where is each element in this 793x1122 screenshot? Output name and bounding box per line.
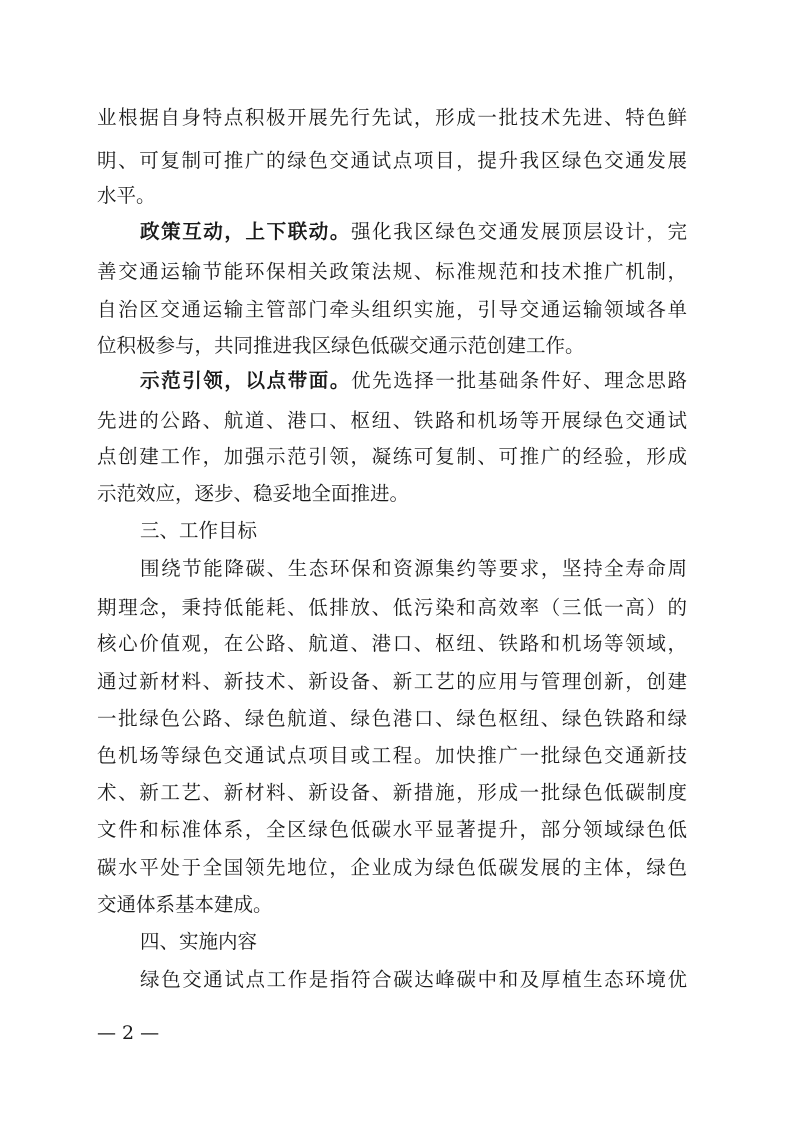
paragraph-line: 色机场等绿色交通试点项目或工程。加快推广一批绿色交通新技: [97, 744, 687, 767]
paragraph-line: 善交通运输节能环保相关政策法规、标准规范和技术推广机制，: [97, 260, 687, 283]
paragraph-first-line: [140, 212, 687, 252]
paragraph-line: 通过新材料、新技术、新设备、新工艺的应用与管理创新，创建: [97, 670, 687, 693]
paragraph-line: 核心价值观，在公路、航道、港口、枢纽、铁路和机场等领域，: [97, 632, 687, 655]
paragraph-line: 碳水平处于全国领先地位，企业成为绿色低碳发展的主体，绿色: [97, 856, 687, 879]
paragraph-line: 自治区交通运输主管部门牵头组织实施，引导交通运输领域各单: [97, 298, 687, 321]
paragraph-lead-bold: 示范引领，以点带面。: [140, 369, 351, 392]
paragraph-first-line: 围绕节能降碳、生态环保和资源集约等要求，坚持全寿命周: [140, 557, 687, 580]
paragraph-line: 明、可复制可推广的绿色交通试点项目，提升我区绿色交通发展: [97, 149, 687, 172]
paragraph-first-line: 绿色交通试点工作是指符合碳达峰碳中和及厚植生态环境优: [140, 968, 687, 991]
paragraph-line: 位积极参与，共同推进我区绿色低碳交通示范创建工作。: [97, 334, 585, 357]
paragraph-line: 期理念，秉持低能耗、低排放、低污染和高效率（三低一高）的: [97, 596, 687, 619]
page-number: — 2 —: [97, 1022, 160, 1044]
paragraph-line: 业根据自身特点积极开展先行先试，形成一批技术先进、特色鲜: [97, 106, 687, 129]
paragraph-line: 术、新工艺、新材料、新设备、新措施，形成一批绿色低碳制度: [97, 781, 687, 804]
paragraph-line: 一批绿色公路、绿色航道、绿色港口、绿色枢纽、绿色铁路和绿: [97, 707, 687, 730]
paragraph-line: 点创建工作，加强示范引领，凝练可复制、可推广的经验，形成: [97, 445, 687, 468]
section-heading: 四、实施内容: [140, 930, 258, 953]
paragraph-line-rest: 优先选择一批基础条件好、理念思路: [351, 369, 687, 392]
paragraph-line: 水平。: [97, 184, 156, 207]
paragraph-first-line: [140, 361, 687, 401]
paragraph-lead-bold: 政策互动，上下联动。: [140, 220, 351, 243]
paragraph-line: 先进的公路、航道、港口、枢纽、铁路和机场等开展绿色交通试: [97, 409, 687, 432]
paragraph-line: 文件和标准体系，全区绿色低碳水平显著提升，部分领域绿色低: [97, 818, 687, 841]
paragraph-line: 交通体系基本建成。: [97, 893, 273, 916]
paragraph-line-rest: 强化我区绿色交通发展顶层设计，完: [351, 220, 687, 243]
paragraph-line: 示范效应，逐步、稳妥地全面推进。: [97, 482, 410, 505]
section-heading: 三、工作目标: [140, 519, 258, 542]
